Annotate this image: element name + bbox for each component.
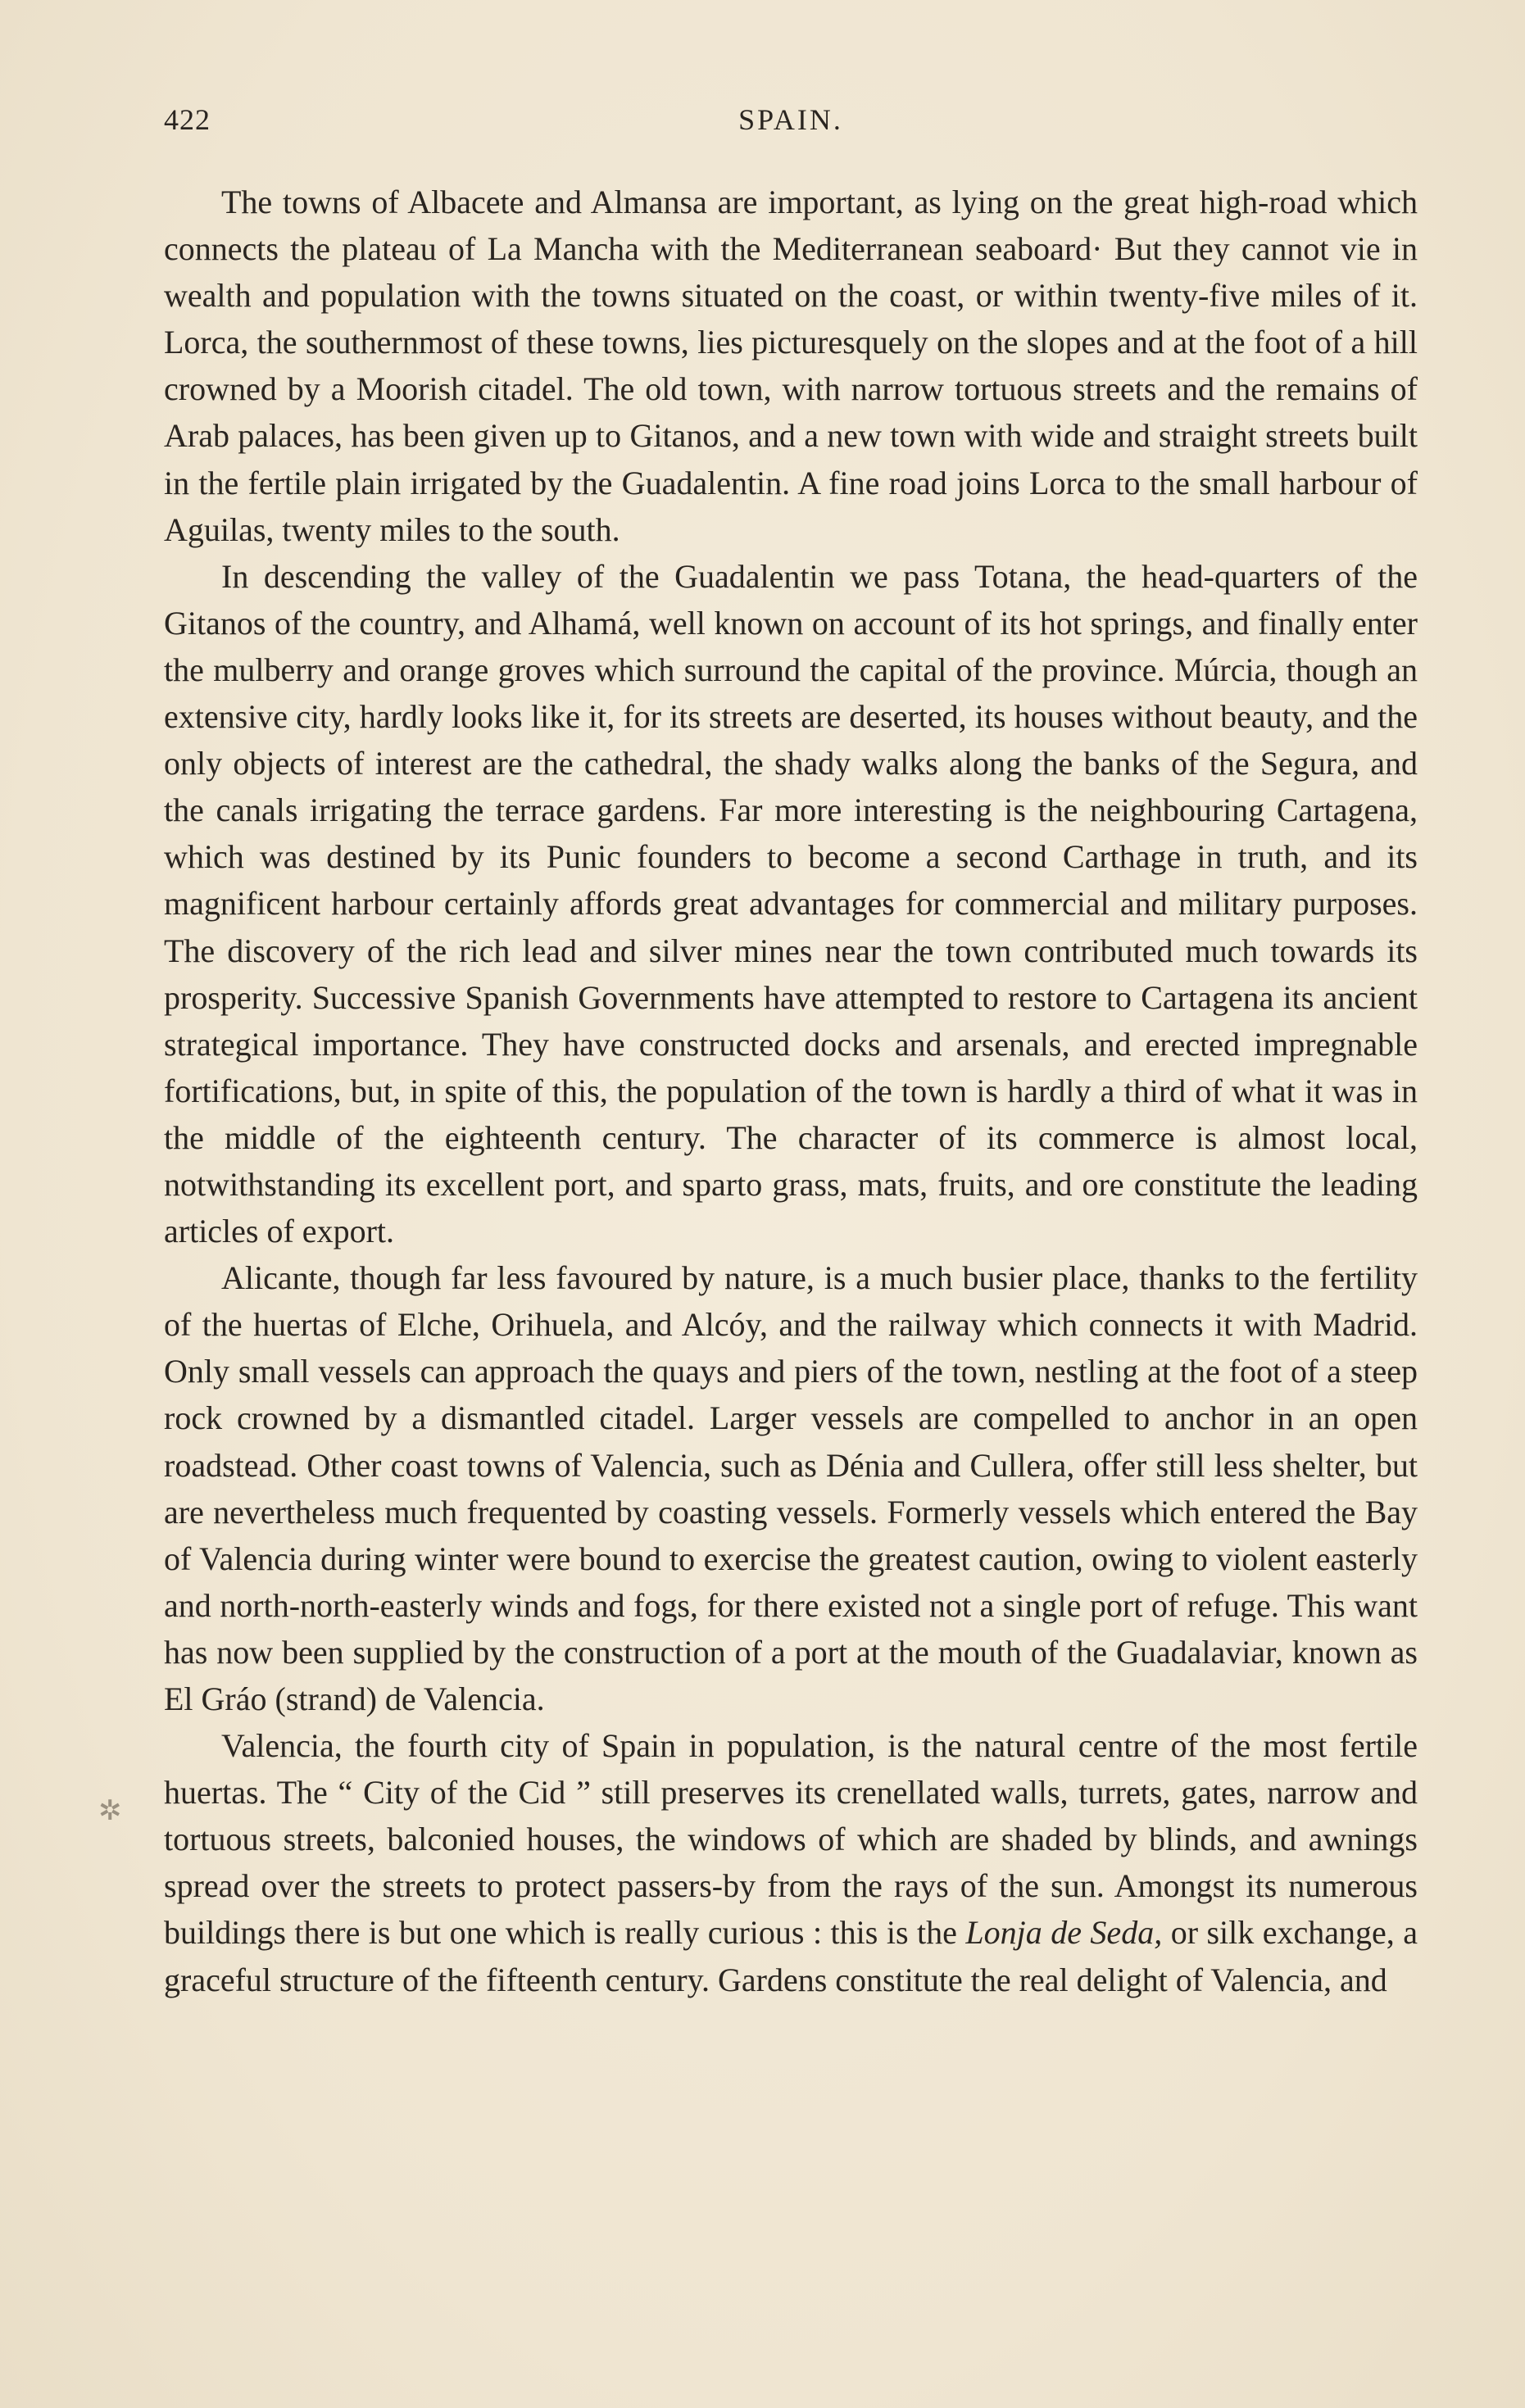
lonja-de-seda-italic: Lonja de Seda, <box>965 1914 1163 1952</box>
paragraph-valencia-start: Valencia, the fourth city of Spain in population, is the natural centre of the most fertile huertas. The “ City of the Cid ” still preserves its crenellated walls, turrets, gates, narrow and tortuous streets, balconied houses, the windows of which are shaded by blinds, and awnings spread over the streets to protect passers-by from the rays of the sun. Amongst its numerous buildings there is but one which is really curious : this is the <box>164 1727 1418 1952</box>
paragraph-alicante: Alicante, though far less favoured by nature, is a much busier place, thanks to the fertility of the huertas of Elche, Orihuela, and Alcóy, and the railway which connects it with Madrid. Only small vessels can approach the quays and piers of the town, nestling at the foot of a steep rock crowned by a dismantled citadel. Larger vessels are compelled to anchor in an open roadstead. Other coast towns of Valencia, such as Dénia and Cullera, offer still less shelter, but are nevertheless much frequented by coasting vessels. Formerly vessels which entered the Bay of Valencia during winter were bound to exercise the greatest caution, owing to violent easterly and north-north-easterly winds and fogs, for there existed not a single port of refuge. This want has now been supplied by the construction of a port at the mouth of the Guadalaviar, known as El Gráo (strand) de Valencia. <box>164 1259 1418 1717</box>
paragraph-guadalentin: In descending the valley of the Guadalentin we pass Totana, the head-quarters of the Gitanos of the country, and Alhamá, well known on account of its hot springs, and finally enter the mulberry and orange groves which surround the capital of the province. Múrcia, though an extensive city, hardly looks like it, for its streets are deserted, its houses without beauty, and the only objects of interest are the cathedral, the shady walks along the banks of the Segura, and the canals irrigating the terrace gardens. Far more interesting is the neighbouring Cartagena, which was destined by its Punic founders to become a second Carthage in truth, and its magnificent harbour certainly affords great advantages for commercial and military purposes. The discovery of the rich lead and silver mines near the town contributed much towards its prosperity. Successive Spanish Governments have attempted to restore to Cartagena its ancient strategical importance. They have constructed docks and arsenals, and erected impregnable fortifications, but, in spite of this, the population of the town is hardly a third of what it was in the middle of the eighteenth century. The character of its commerce is almost local, notwithstanding its excellent port, and sparto grass, mats, fruits, and ore constitute the leading articles of export. <box>164 557 1418 1250</box>
paragraph-valencia-end: or silk exchange, a graceful structure of the fifteenth century. Gardens constitute the real delight of Valencia, and <box>164 1914 1418 1998</box>
paragraph-valencia <box>164 1722 1418 2003</box>
body-text <box>164 179 1418 2003</box>
page-number: 422 <box>164 103 211 136</box>
running-head: SPAIN. <box>738 103 843 136</box>
margin-ink-spot-icon: ✲ <box>98 1796 122 1826</box>
page-header <box>164 102 1418 143</box>
paragraph-albacete: The towns of Albacete and Almansa are important, as lying on the great high-road which connects the plateau of La Mancha with the Mediterranean seaboard· But they cannot vie in wealth and population with the towns situated on the coast, or within twenty-five miles of it. Lorca, the southernmost of these towns, lies picturesquely on the slopes and at the foot of a hill crowned by a Moorish citadel. The old town, with narrow tortuous streets and the remains of Arab palaces, has been given up to Gitanos, and a new town with wide and straight streets built in the fertile plain irrigated by the Guadalentin. A fine road joins Lorca to the small harbour of Aguilas, twenty miles to the south. <box>164 184 1418 548</box>
